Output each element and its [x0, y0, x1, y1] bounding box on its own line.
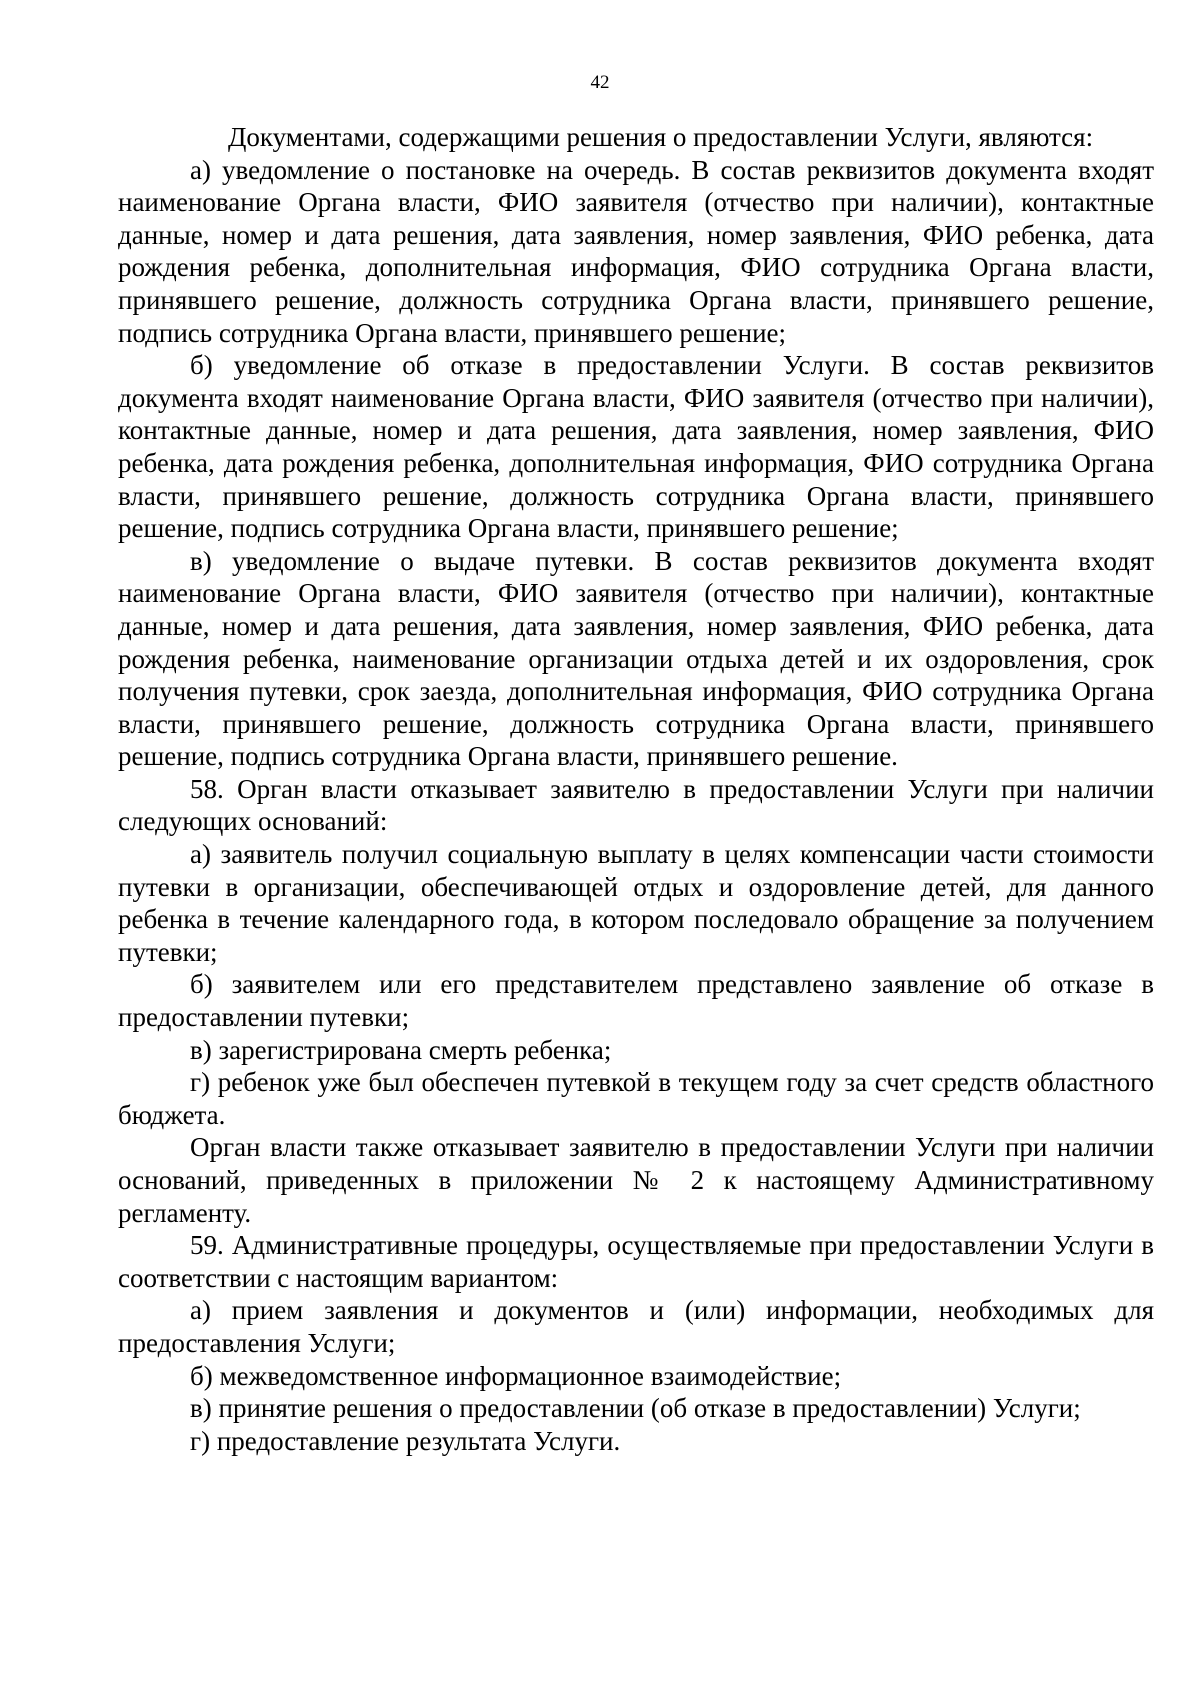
- paragraph-clause-59-a: а) прием заявления и документов и (или) информации, необходимых для предоставления Услуги;: [118, 1295, 1154, 1358]
- paragraph-item-a-queue-notice: а) уведомление о постановке на очередь. В состав реквизитов документа входят наименование Органа власти, ФИО заявителя (отчество при наличии), контактные данные, номер и дата решения, дата заявления, номер заявления, ФИО ребенка, дата рождения ребенка, дополнительная информация, ФИО сотрудника Органа власти, принявшего решение, должность сотрудника Органа власти, принявшего решение, подпись сотрудника Органа власти, принявшего решение;: [118, 154, 1154, 348]
- paragraph-clause-58-v: в) зарегистрирована смерть ребенка;: [190, 1034, 612, 1065]
- paragraph-item-v-voucher-notice: в) уведомление о выдаче путевки. В состав реквизитов документа входят наименование Органа власти, ФИО заявителя (отчество при наличии), контактные данные, номер и дата решения, дата заявления, номер заявления, ФИО ребенка, дата рождения ребенка, наименование организации отдыха детей и их оздоровления, срок получения путевки, срок заезда, дополнительная информация, ФИО сотрудника Органа власти, принявшего решение, должность сотрудника Органа власти, принявшего решение, подпись сотрудника Органа власти, принявшего решение.: [118, 545, 1154, 772]
- paragraph-clause-59-b: б) межведомственное информационное взаимодействие;: [190, 1360, 842, 1391]
- page-number: 42: [590, 72, 610, 93]
- paragraph-clause-58: 58. Орган власти отказывает заявителю в предоставлении Услуги при наличии следующих оснований:: [118, 773, 1154, 837]
- paragraph-clause-58-a: а) заявитель получил социальную выплату в целях компенсации части стоимости путевки в организации, обеспечивающей отдых и оздоровление детей, для данного ребенка в течение календарного года, в котором последовало обращение за получением путевки;: [118, 839, 1154, 967]
- paragraph-item-b-refusal-notice: б) уведомление об отказе в предоставлении Услуги. В состав реквизитов документа входят наименование Органа власти, ФИО заявителя (отчество при наличии), контактные данные, номер и дата решения, дата заявления, номер заявления, ФИО ребенка, дата рождения ребенка, дополнительная информация, ФИО сотрудника Органа власти, принявшего решение, должность сотрудника Органа власти, принявшего решение, подпись сотрудника Органа власти, принявшего решение;: [118, 350, 1154, 544]
- document-body: [118, 121, 1154, 1457]
- paragraph-clause-58-g: г) ребенок уже был обеспечен путевкой в текущем году за счет средств областного бюджета.: [118, 1067, 1154, 1130]
- paragraph-intro: Документами, содержащими решения о предоставлении Услуги, являются:: [228, 122, 1094, 152]
- paragraph-clause-58-b: б) заявителем или его представителем представлено заявление об отказе в предоставлении путевки;: [118, 969, 1154, 1033]
- paragraph-additional-grounds: Орган власти также отказывает заявителю в предоставлении Услуги при наличии оснований, приведенных в приложении № 2 к настоящему Административному регламенту.: [118, 1132, 1154, 1228]
- paragraph-clause-59-v: в) принятие решения о предоставлении (об отказе в предоставлении) Услуги;: [190, 1393, 1081, 1424]
- paragraph-clause-59: 59. Административные процедуры, осуществляемые при предоставлении Услуги в соответствии с настоящим вариантом:: [118, 1230, 1154, 1293]
- paragraph-clause-59-g: г) предоставление результата Услуги.: [190, 1425, 621, 1456]
